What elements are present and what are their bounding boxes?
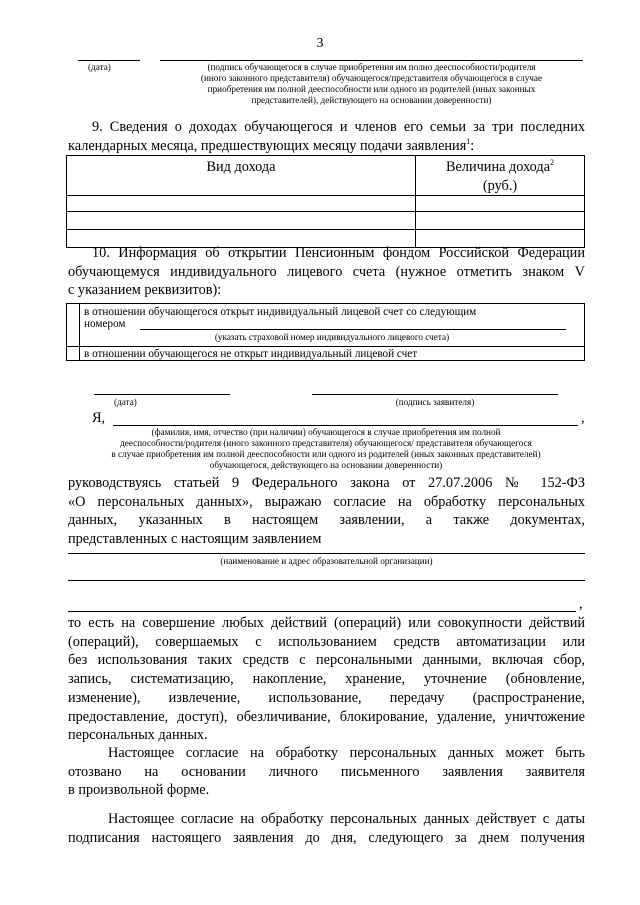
validity-paragraph: Настоящее согласие на обработку персональных данных действует с даты подписания настоящего заявления до дня, следующего за днем получения [68,811,585,846]
income-amount-header: Величина дохода$^2$ (руб.) [416,156,585,196]
org-caption: (наименование и адрес образовательной организации) [220,556,433,566]
revocation-paragraph: Настоящее согласие на обработку персональных данных может быть отозвано на основании личного письменного заявления заявителя в произвольной форме. [68,745,585,799]
signature-caption: (подпись обучающегося в случае приобретения им полно дееспособности/родителя (иного законного представителя) обучающегося/представителя обучающегося в случае приобретения им полной дееспособности или одного из родителей (иных законных представителей), действующего на основании доверенности) [200,62,543,105]
consent-paragraph: руководствуясь статьей 9 Федерального закона от 27.07.2006 № 152-ФЗ «О персональных данных», выражаю согласие на обработку персональных данных, указанных в настоящем заявлении, а также документах, представленных с настоящим заявлением [68,475,585,548]
org-line-3[interactable] [68,611,576,612]
page-number: 3 [316,36,324,51]
account-number-line[interactable] [140,329,566,330]
income-cell[interactable] [67,212,416,230]
income-cell[interactable] [67,196,416,212]
org-comma: , [579,596,583,612]
fio-caption: (фамилия, имя, отчество (при наличии) обучающегося в случае приобретения им полной дееспособности/родителя (иного законного представителя) обучающегося/ представителя обучающегося в случае приобретения им полной дееспособности или одного из родителей (иных законных представителей) обучающегося, действующего на основании доверенности) [111,427,541,470]
checkbox-account-opened[interactable] [67,304,80,347]
signature-line [160,60,583,61]
applicant-signature-label: (подпись заявителя) [395,397,475,407]
org-line-2[interactable] [68,580,585,581]
fio-line[interactable] [113,425,578,426]
income-cell[interactable] [416,212,585,230]
pension-account-table [66,303,585,361]
option-account-opened: в отношении обучающегося открыт индивидуальный лицевой счет со следующим номером (указать страховой номер индивидуального лицевого счета) [80,304,585,347]
ya-label: Я, [92,410,106,426]
income-type-header: Вид дохода [67,156,416,196]
date-line-2 [94,394,230,395]
processing-actions-paragraph: то есть на совершение любых действий (операций) или совокупности действий (операций), совершаемых с использованием средств автоматизации или без использования таких средств с персональными данными, включая сбор, запись, систематизацию, накопление, хранение, уточнение (обновление, изменение), извлечение, использование, передачу (распространение, предоставление, доступ), обезличивание, блокирование, удаление, уничтожение персональных данных. [68,615,585,744]
income-table [66,155,585,248]
checkbox-account-not-opened[interactable] [67,347,80,361]
org-line-1[interactable] [68,553,585,554]
applicant-signature-line [312,394,558,395]
section9-text: 9. Сведения о доходах обучающегося и членов его семьи за три последних календарных месяца, предшествующих месяцу подачи заявления$^1$: [68,119,585,154]
income-cell[interactable] [416,196,585,212]
date-label-2: (дата) [114,397,137,407]
fio-comma: , [581,410,585,426]
option-account-not-opened: в отношении обучающегося не открыт индивидуальный лицевой счет [80,347,585,361]
date-label: (дата) [88,62,111,72]
date-line [78,60,140,61]
section10-text: 10. Информация об открытии Пенсионным фондом Российской Федерации обучающемуся индивидуального лицевого счета (нужное отметить знаком V с указанием реквизитов): [68,245,585,299]
